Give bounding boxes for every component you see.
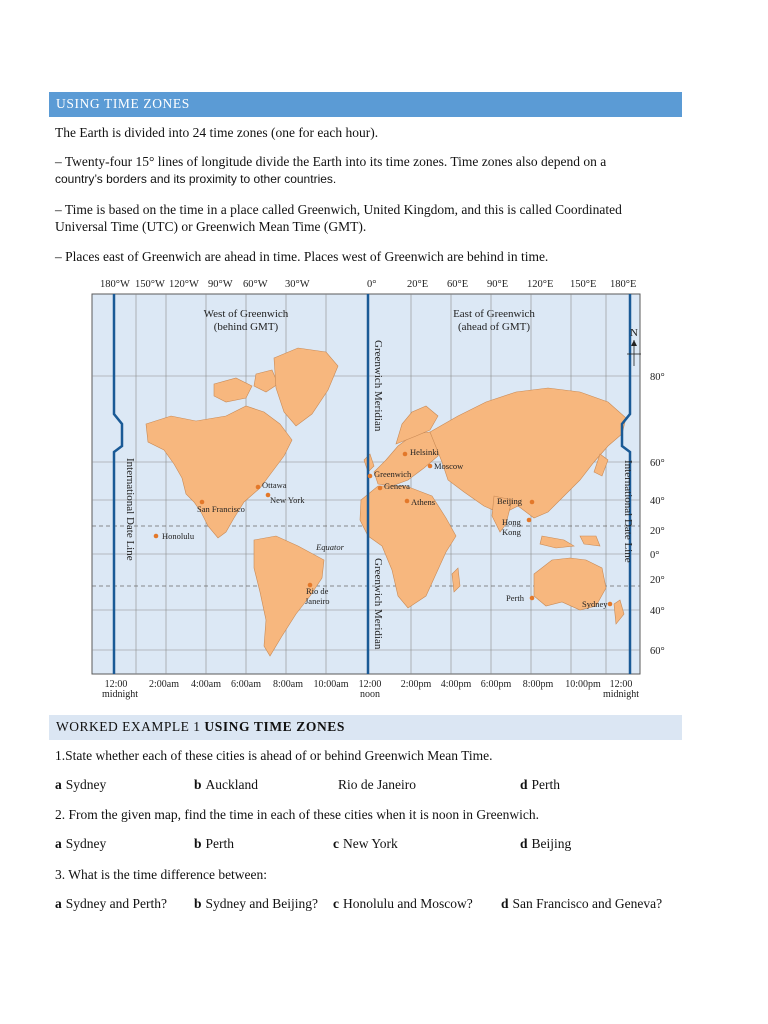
option-letter: d: [501, 896, 509, 911]
question-2: 2. From the given map, find the time in each of these cities when it is noon in Greenwich.: [55, 807, 540, 822]
option-letter: d: [520, 836, 528, 851]
city-dot-geneva: [378, 486, 383, 491]
midnight-label-left: midnight: [101, 689, 139, 700]
date-line-label-west: International Date Line: [124, 458, 136, 561]
west-sublabel: (behind GMT): [213, 321, 279, 333]
lon-label: 90°E: [487, 279, 509, 290]
lon-label: 60°E: [447, 279, 469, 290]
lon-label: 150°E: [570, 279, 597, 290]
worked-example-banner: [49, 715, 682, 740]
time-label: 12:00: [104, 679, 128, 690]
lon-label: 180°W: [100, 279, 130, 290]
lon-label: 30°W: [285, 279, 310, 290]
lon-label: 90°W: [208, 279, 233, 290]
option-letter: a: [55, 836, 62, 851]
date-line-label-east: International Date Line: [622, 460, 634, 563]
city-label-san-francisco: San Francisco: [197, 504, 245, 514]
option-text: Honolulu and Moscow?: [343, 896, 473, 911]
intro-line-2a: – Twenty-four 15° lines of longitude divide the Earth into its time zones. Time zones also depend on a: [55, 154, 607, 169]
q1-option-b: [194, 777, 258, 793]
city-dot-honolulu: [154, 534, 159, 539]
time-label: 10:00pm: [565, 679, 601, 690]
q2-option-a: [55, 836, 106, 852]
city-dot-greenwich: [368, 474, 373, 479]
option-letter: d: [520, 777, 528, 792]
q3-option-b: [194, 896, 318, 912]
longitude-labels: [100, 279, 636, 290]
option-text: Sydney: [65, 777, 107, 792]
section-title: USING TIME ZONES: [56, 96, 190, 111]
question-1: 1.State whether each of these cities is ahead of or behind Greenwich Mean Time.: [55, 748, 493, 763]
intro-line-3a: – Time is based on the time in a place called Greenwich, United Kingdom, and this is called Coordinated: [55, 202, 622, 217]
city-dot-hong-kong: [527, 518, 532, 523]
time-label: 8:00pm: [522, 679, 554, 690]
lat-label: 40°: [650, 496, 665, 507]
option-letter: b: [194, 777, 202, 792]
latitude-labels: [650, 372, 665, 657]
city-label-sydney: Sydney: [582, 599, 608, 609]
time-label: 2:00am: [149, 679, 179, 690]
lat-label: 20°: [650, 526, 665, 537]
q3-option-d: [501, 896, 662, 912]
option-text: Beijing: [531, 836, 572, 851]
city-label-rio-2: Janeiro: [305, 596, 330, 606]
intro-line-3b: Universal Time (UTC) or Greenwich Mean Time (GMT).: [55, 219, 367, 234]
lon-label: 0°: [367, 279, 377, 290]
east-label: East of Greenwich: [453, 308, 535, 320]
city-label-beijing: Beijing: [497, 496, 523, 506]
time-label: 6:00pm: [480, 679, 512, 690]
city-label-moscow: Moscow: [434, 461, 464, 471]
greenwich-meridian-label-top: Greenwich Meridian: [372, 340, 384, 432]
intro-line-4: – Places east of Greenwich are ahead in time. Places west of Greenwich are behind in time.: [55, 249, 549, 264]
city-dot-moscow: [428, 464, 433, 469]
intro-line-2b: country’s borders and its proximity to other countries.: [55, 172, 337, 186]
lat-label: 20°: [650, 575, 665, 586]
lon-label: 180°E: [610, 279, 637, 290]
city-label-ottawa: Ottawa: [262, 480, 287, 490]
time-label: 12:00: [358, 679, 382, 690]
time-label: 4:00pm: [440, 679, 472, 690]
worked-example-title: USING TIME ZONES: [204, 719, 346, 734]
lat-label: 60°: [650, 646, 665, 657]
city-label-honolulu: Honolulu: [162, 531, 195, 541]
q1-option-d: [520, 777, 560, 793]
section-banner: [49, 92, 682, 117]
lat-label: 40°: [650, 606, 665, 617]
lat-label: 60°: [650, 458, 665, 469]
lon-label: 120°E: [527, 279, 554, 290]
city-label-athens: Athens: [411, 497, 436, 507]
city-dot-ottawa: [256, 485, 261, 490]
greenwich-meridian-label-bottom: Greenwich Meridian: [372, 558, 384, 650]
lon-label: 60°W: [243, 279, 268, 290]
option-letter: c: [333, 896, 339, 911]
q2-option-d: [520, 836, 571, 852]
q1-option-c: [338, 777, 416, 793]
option-text: San Francisco and Geneva?: [512, 896, 663, 911]
city-dot-beijing: [530, 500, 535, 505]
worked-example-prefix: WORKED EXAMPLE 1: [56, 719, 201, 734]
lat-label: 0°: [650, 550, 660, 561]
noon-label: noon: [360, 689, 380, 700]
city-label-geneva: Geneva: [384, 481, 410, 491]
time-label: 2:00pm: [400, 679, 432, 690]
time-label: 10:00am: [313, 679, 349, 690]
time-zone-map: [86, 274, 676, 704]
option-text: Perth: [531, 777, 561, 792]
time-label: 6:00am: [231, 679, 261, 690]
city-label-hong: Hong: [502, 517, 521, 527]
city-label-greenwich: Greenwich: [374, 469, 412, 479]
west-label: West of Greenwich: [203, 308, 289, 320]
option-letter: a: [55, 896, 62, 911]
option-letter: b: [194, 896, 202, 911]
city-label-perth: Perth: [506, 593, 524, 603]
time-label: 12:00: [609, 679, 633, 690]
city-dot-perth: [530, 596, 535, 601]
midnight-label-right: midnight: [602, 689, 640, 700]
city-label-kong: Kong: [502, 527, 521, 537]
lon-label: 120°W: [169, 279, 199, 290]
equator-label: Equator: [316, 542, 344, 552]
option-letter: c: [333, 836, 339, 851]
intro-line-1: The Earth is divided into 24 time zones (one for each hour).: [55, 125, 379, 140]
option-text: Sydney and Perth?: [65, 896, 167, 911]
north-label: N: [630, 327, 638, 339]
city-label-rio-1: Rio de: [306, 586, 329, 596]
q2-option-c: [333, 836, 398, 852]
option-letter: b: [194, 836, 202, 851]
city-label-helsinki: Helsinki: [410, 447, 439, 457]
city-label-new-york: New York: [270, 495, 305, 505]
option-text: Rio de Janeiro: [338, 777, 416, 792]
time-label: 4:00am: [191, 679, 221, 690]
option-text: New York: [343, 836, 398, 851]
time-label: 8:00am: [273, 679, 303, 690]
time-labels: [102, 679, 639, 700]
lon-label: 20°E: [407, 279, 429, 290]
worked-example-heading: [56, 719, 345, 735]
lat-label: 80°: [650, 372, 665, 383]
east-sublabel: (ahead of GMT): [457, 321, 531, 333]
city-dot-sydney: [608, 602, 613, 607]
q1-option-a: [55, 777, 106, 793]
option-letter: a: [55, 777, 62, 792]
question-3: 3. What is the time difference between:: [55, 867, 268, 882]
option-text: Perth: [205, 836, 235, 851]
lon-label: 150°W: [135, 279, 165, 290]
q3-option-a: [55, 896, 167, 912]
option-text: Sydney: [65, 836, 107, 851]
q2-option-b: [194, 836, 234, 852]
city-dot-athens: [405, 499, 410, 504]
q3-option-c: [333, 896, 473, 912]
option-text: Auckland: [205, 777, 258, 792]
option-text: Sydney and Beijing?: [205, 896, 318, 911]
city-dot-helsinki: [403, 452, 408, 457]
